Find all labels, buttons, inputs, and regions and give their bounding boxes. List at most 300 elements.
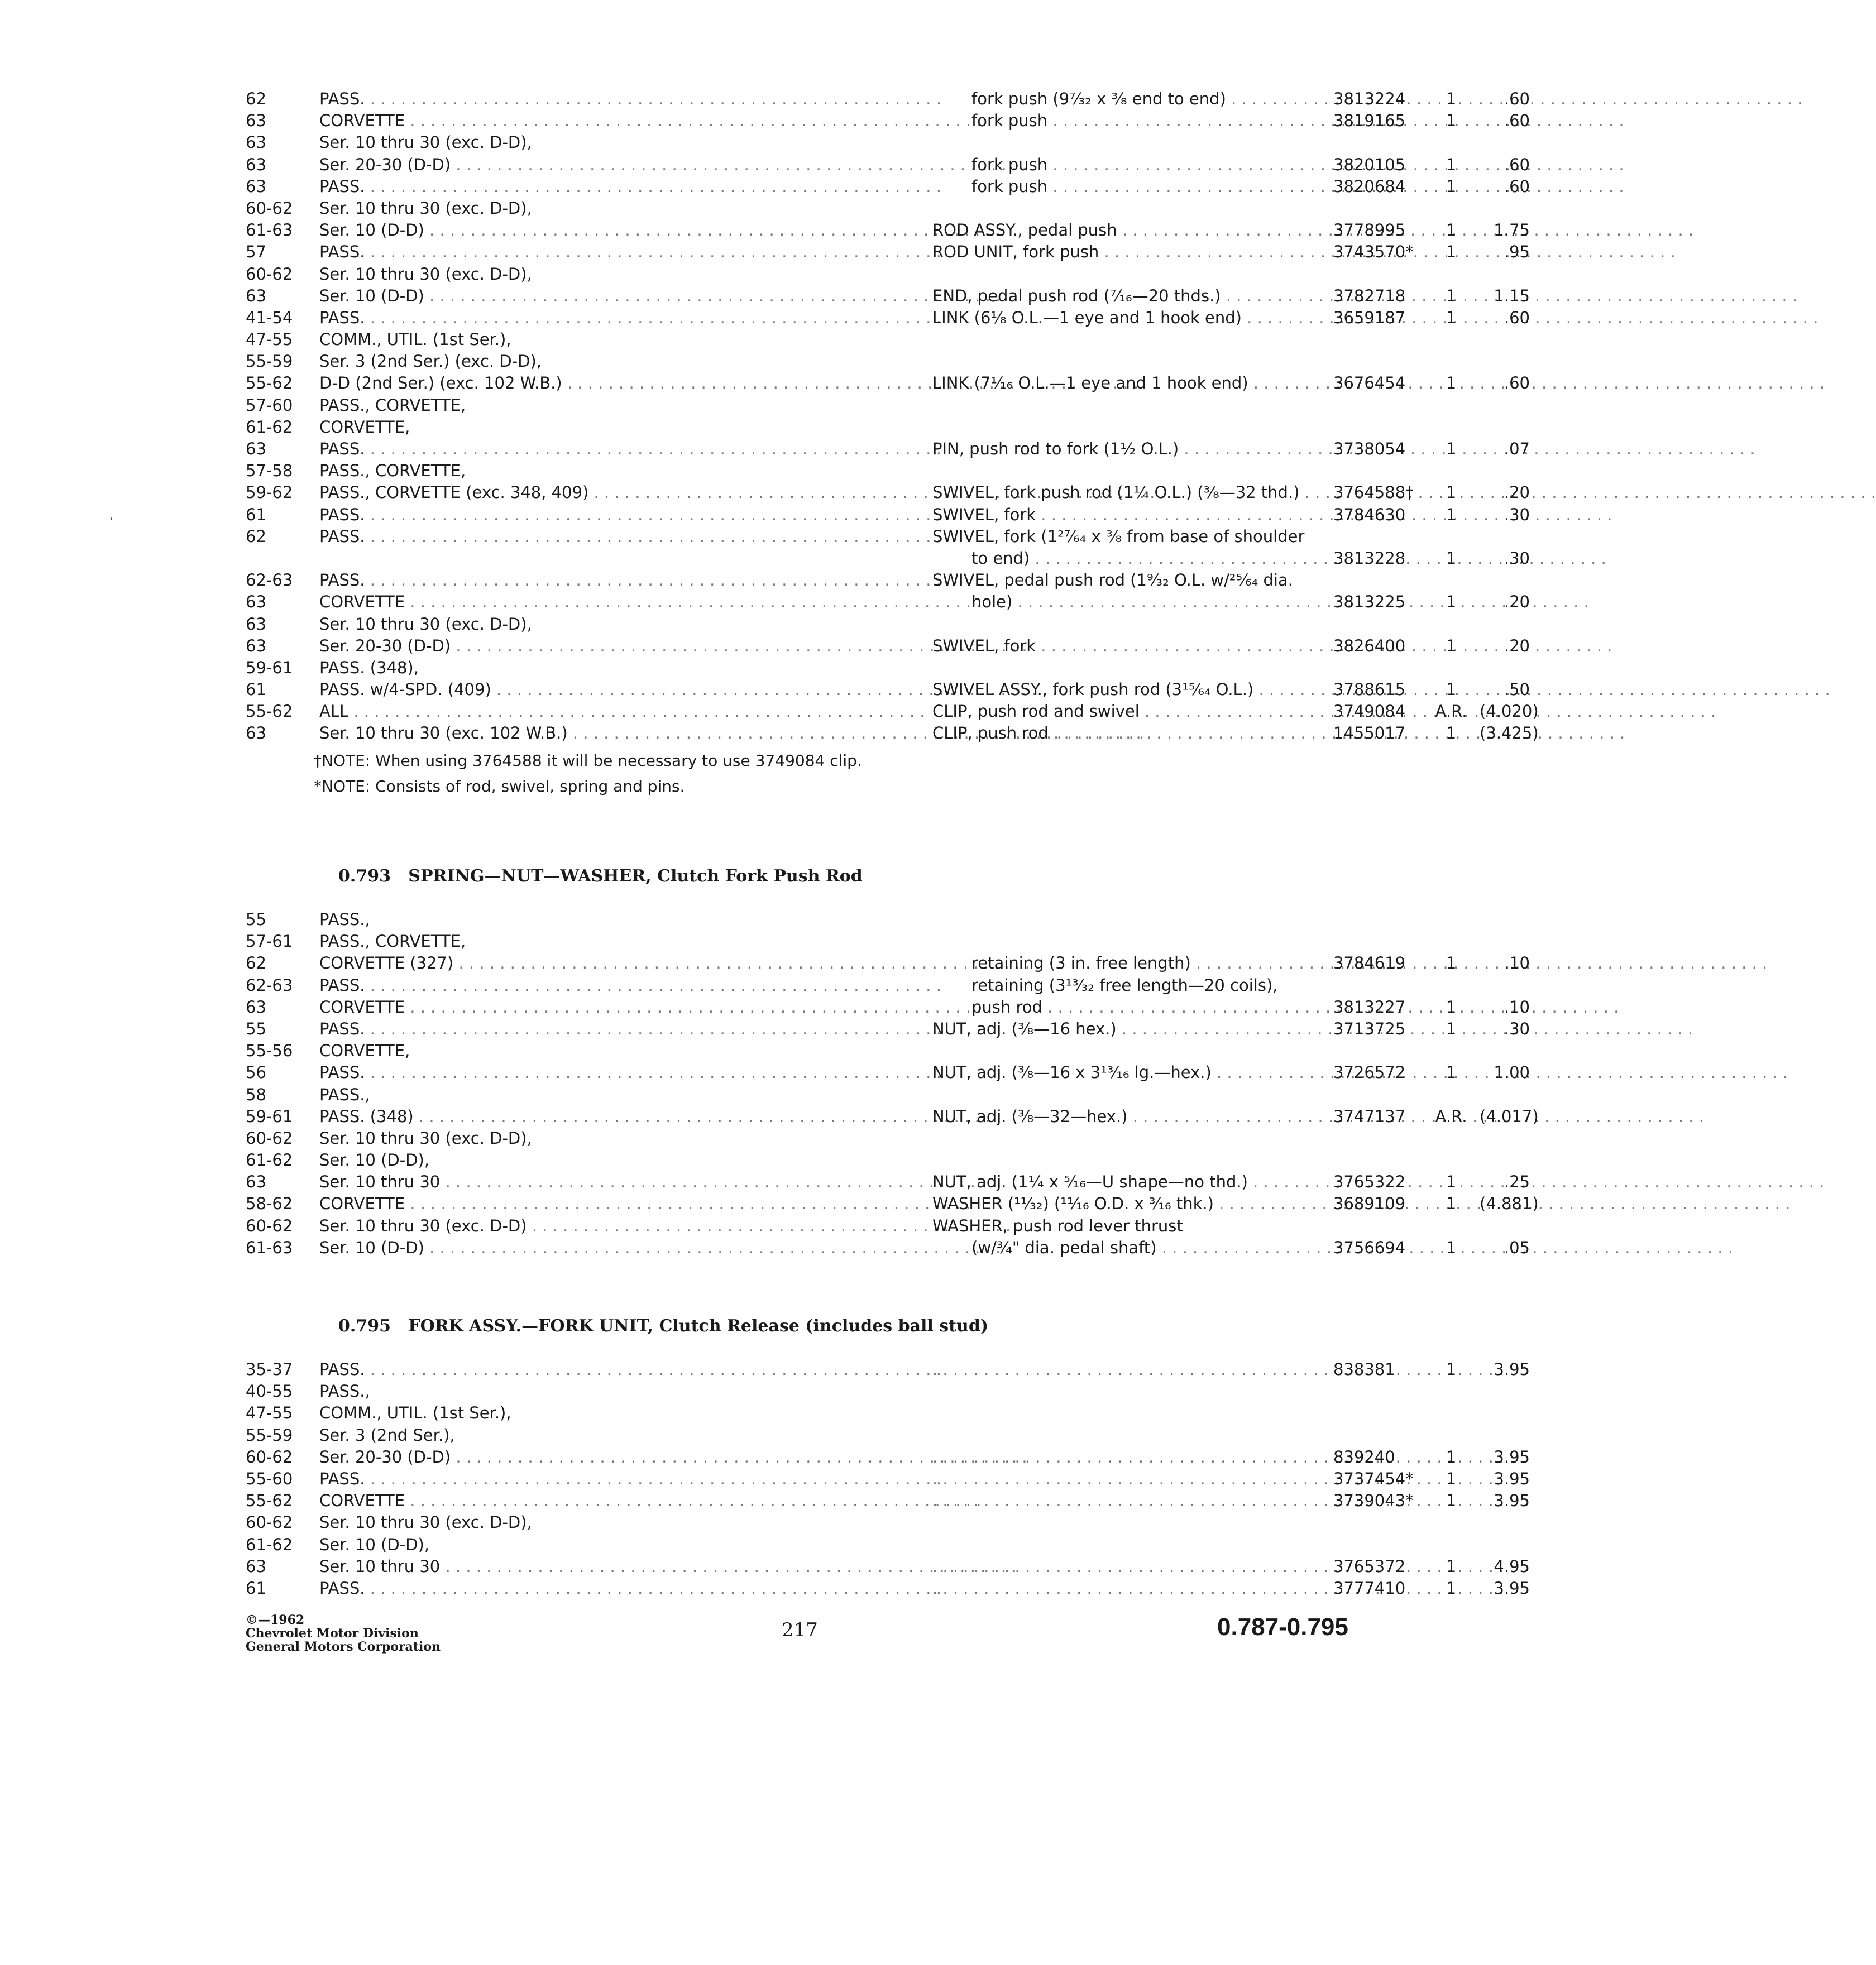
year-range: 61	[246, 1578, 266, 1598]
model-cell	[319, 1063, 900, 1082]
model-text: Ser. 10 (D-D) . . .	[319, 1238, 1001, 1257]
description-cell	[932, 1019, 1318, 1038]
model-cell	[319, 1382, 900, 1401]
group-range: 0.787-0.795	[1217, 1613, 1348, 1641]
model-cell	[319, 89, 900, 108]
description-text: NUT, adj. (⅜—16 x 3¹³⁄₁₆ lg.—hex.) . . .	[932, 1063, 1788, 1082]
model-text: COMM., UTIL. (1st Ser.),	[319, 1403, 511, 1423]
model-text: PASS. . . .	[319, 527, 941, 546]
price: 1.75	[1494, 221, 1530, 240]
description-text: hole) . . .	[972, 592, 1589, 611]
year-range: 63	[246, 155, 266, 174]
price: .20	[1504, 636, 1530, 655]
description-text: END, pedal push rod (⁷⁄₁₆—20 thds.) . . .	[932, 286, 1797, 305]
part-number: 3737454*	[1333, 1469, 1414, 1488]
description-cell	[932, 439, 1318, 458]
model-text: PASS., CORVETTE (exc. 348, 409) . . .	[319, 483, 1165, 502]
model-cell	[319, 330, 900, 349]
description-cell	[932, 308, 1318, 327]
model-cell	[319, 680, 900, 699]
model-cell	[319, 265, 900, 284]
quantity: 1	[1446, 308, 1457, 327]
model-text: PASS.,	[319, 1085, 370, 1104]
margin-mark: ‘	[109, 516, 113, 530]
description-text: WASHER, push rod lever thrust	[932, 1216, 1183, 1235]
description-text: NUT, adj. (⅜—32—hex.) . . .	[932, 1107, 1704, 1126]
model-cell	[319, 133, 900, 152]
model-text: PASS. . . .	[319, 571, 941, 590]
year-range: 62	[246, 89, 266, 108]
quantity: 1	[1446, 483, 1457, 502]
quantity: 1	[1446, 723, 1457, 743]
year-range: 63	[246, 636, 266, 655]
section-number: 0.793	[338, 866, 391, 886]
description-cell	[932, 702, 1318, 721]
model-text: Ser. 10 (D-D),	[319, 1151, 430, 1170]
description-text	[932, 1360, 1504, 1379]
year-range: 56	[246, 1063, 266, 1082]
model-cell	[319, 1426, 900, 1445]
year-range: 58-62	[246, 1194, 293, 1214]
price: 3.95	[1494, 1360, 1530, 1379]
price: (4.017)	[1480, 1106, 1539, 1126]
year-range: 59-62	[246, 483, 293, 502]
description-text	[932, 1448, 1504, 1466]
year-range: 47-55	[246, 1403, 293, 1423]
description-cell	[932, 373, 1318, 392]
description-text: fork push . . .	[972, 155, 1624, 174]
description-cell	[932, 483, 1318, 502]
model-cell	[319, 1513, 900, 1532]
price: .95	[1504, 242, 1530, 262]
model-text: CORVETTE . . .	[319, 1194, 982, 1213]
year-range: 55	[246, 910, 266, 929]
section-number: 0.795	[338, 1316, 391, 1336]
model-cell	[319, 1469, 900, 1488]
model-cell	[319, 418, 900, 437]
quantity: 1	[1446, 111, 1457, 131]
model-text: CORVETTE . . .	[319, 592, 982, 611]
model-text: Ser. 3 (2nd Ser.),	[319, 1425, 455, 1445]
model-cell	[319, 242, 900, 261]
year-range: 60-62	[246, 1513, 293, 1532]
year-range: 55-60	[246, 1469, 293, 1488]
description-cell	[932, 723, 1318, 742]
price: .60	[1504, 176, 1530, 196]
model-cell	[319, 1019, 900, 1038]
description-cell	[972, 976, 1318, 995]
description-text: SWIVEL, fork push rod (1¹⁄₄ O.L.) (³⁄₈—32 thd.) . . .	[932, 483, 1876, 502]
division-name: Chevrolet Motor Division	[246, 1626, 419, 1641]
description-text: SWIVEL ASSY., fork push rod (3¹⁵⁄₆₄ O.L.) . . .	[932, 680, 1830, 699]
description-cell	[972, 177, 1318, 196]
description-text: retaining (3 in. free length) . . .	[972, 953, 1767, 972]
year-range: 55-62	[246, 373, 293, 393]
part-number: 3747137	[1333, 1106, 1406, 1126]
section-title: FORK ASSY.—FORK UNIT, Clutch Release (includes ball stud)	[408, 1316, 989, 1336]
description-text	[932, 1469, 1504, 1488]
model-cell	[319, 658, 900, 677]
part-number: 3813227	[1333, 997, 1406, 1017]
model-cell	[319, 1448, 900, 1466]
year-range: 63	[246, 1556, 266, 1576]
model-text: Ser. 10 thru 30 (exc. 102 W.B.) . . .	[319, 723, 1144, 742]
price: .05	[1504, 1238, 1530, 1257]
footnote-dagger: †NOTE: When using 3764588 it will be necessary to use 3749084 clip.	[314, 751, 862, 770]
part-number: 3765372	[1333, 1556, 1406, 1576]
year-range: 63	[246, 723, 266, 743]
year-range: 55-56	[246, 1041, 293, 1061]
year-range: 55-62	[246, 702, 293, 721]
model-cell	[319, 483, 900, 502]
model-text: Ser. 20-30 (D-D) . . .	[319, 636, 1027, 655]
model-text: Ser. 20-30 (D-D) . . .	[319, 155, 1027, 174]
part-number: 3726572	[1333, 1063, 1406, 1082]
model-cell	[319, 286, 900, 305]
description-text: LINK (6¹⁄₈ O.L.—1 eye and 1 hook end) . . .	[932, 308, 1818, 327]
model-cell	[319, 308, 900, 327]
model-cell	[319, 1238, 900, 1257]
description-text: ROD ASSY., pedal push . . .	[932, 221, 1693, 239]
price: 3.95	[1494, 1578, 1530, 1598]
quantity: 1	[1446, 1238, 1457, 1257]
model-text: COMM., UTIL. (1st Ser.),	[319, 330, 511, 349]
model-cell	[319, 615, 900, 634]
year-range: 57-58	[246, 461, 293, 481]
part-number: 3813225	[1333, 592, 1406, 612]
model-cell	[319, 199, 900, 218]
description-text: LINK (7¹⁄₁₆ O.L.—1 eye and 1 hook end) . . .	[932, 373, 1825, 392]
year-range: 35-37	[246, 1360, 293, 1379]
part-number: 3764588†	[1333, 483, 1414, 502]
description-cell	[972, 1238, 1318, 1257]
description-text: (w/¾" dia. pedal shaft) . . .	[972, 1238, 1733, 1257]
year-range: 63	[246, 614, 266, 634]
description-text: SWIVEL, fork . . .	[932, 505, 1612, 524]
part-number: 3820105	[1333, 155, 1406, 174]
part-number: 3659187	[1333, 308, 1406, 327]
section-heading-0-795	[338, 1316, 988, 1336]
model-text: PASS. . . .	[319, 1579, 941, 1598]
description-text: fork push (9⁷⁄₃₂ x ³⁄₈ end to end) . . .	[972, 89, 1802, 108]
quantity: 1	[1446, 439, 1457, 458]
quantity: 1	[1446, 636, 1457, 655]
model-text: PASS. . . .	[319, 1469, 941, 1488]
description-cell	[972, 155, 1318, 174]
description-text	[932, 1491, 1504, 1510]
model-text: Ser. 3 (2nd Ser.) (exc. D-D),	[319, 352, 542, 371]
year-range: 63	[246, 111, 266, 131]
year-range: 63	[246, 439, 266, 458]
part-number: 3713725	[1333, 1019, 1406, 1038]
description-text: WASHER (¹¹⁄₃₂) (¹¹⁄₁₆ O.D. x ³⁄₁₆ thk.) . . .	[932, 1194, 1790, 1213]
model-text: Ser. 10 (D-D) . . .	[319, 221, 1001, 239]
year-range: 63	[246, 133, 266, 152]
model-text: PASS. . . .	[319, 1063, 941, 1082]
model-text: PASS. (348),	[319, 658, 419, 677]
description-text: SWIVEL, pedal push rod (1⁹⁄₃₂ O.L. w/²⁵⁄₆₄ dia.	[932, 571, 1293, 590]
year-range: 62	[246, 953, 266, 973]
year-range: 60-62	[246, 1447, 293, 1466]
description-cell	[932, 286, 1318, 305]
section-title: SPRING—NUT—WASHER, Clutch Fork Push Rod	[408, 866, 863, 886]
model-text: PASS., CORVETTE,	[319, 932, 466, 951]
model-text: Ser. 10 thru 30 (exc. D-D),	[319, 264, 532, 284]
quantity: 1	[1446, 176, 1457, 196]
model-text: PASS., CORVETTE,	[319, 395, 466, 415]
description-cell	[932, 636, 1318, 655]
model-cell	[319, 505, 900, 524]
description-cell	[932, 1172, 1318, 1191]
price: .30	[1504, 505, 1530, 524]
price: (4.020)	[1480, 702, 1539, 721]
quantity: 1	[1446, 1491, 1457, 1511]
price: .20	[1504, 592, 1530, 612]
quantity: 1	[1446, 1469, 1457, 1488]
year-range: 57-60	[246, 395, 293, 415]
year-range: 61-62	[246, 1151, 293, 1170]
year-range: 61-62	[246, 1535, 293, 1554]
year-range: 58	[246, 1085, 266, 1104]
model-cell	[319, 221, 900, 239]
quantity: 1	[1446, 592, 1457, 612]
year-range: 62-63	[246, 975, 293, 995]
description-cell	[972, 89, 1318, 108]
model-cell	[319, 702, 900, 721]
model-cell	[319, 1194, 900, 1213]
description-cell	[932, 527, 1318, 546]
part-number: 3743570*	[1333, 242, 1414, 262]
model-cell	[319, 1579, 900, 1598]
model-text: PASS. . . .	[319, 505, 941, 524]
model-cell	[319, 1403, 900, 1422]
model-cell	[319, 373, 900, 392]
price: .60	[1504, 155, 1530, 174]
description-text: NUT, adj. (1¹⁄₄ x ⁵⁄₁₆—U shape—no thd.) . . .	[932, 1172, 1824, 1191]
quantity: 1	[1446, 1194, 1457, 1214]
year-range: 63	[246, 286, 266, 305]
model-cell	[319, 461, 900, 480]
year-range: 61	[246, 505, 266, 524]
part-number: 3784630	[1333, 505, 1406, 524]
price: .25	[1504, 1172, 1530, 1192]
model-cell	[319, 1360, 900, 1379]
year-range: 61-63	[246, 1238, 293, 1257]
price: 4.95	[1494, 1556, 1530, 1576]
model-text: Ser. 10 (D-D) . . .	[319, 286, 1001, 305]
copyright: ©—1962	[246, 1613, 305, 1627]
model-cell	[319, 1172, 900, 1191]
part-number: 3749084	[1333, 702, 1406, 721]
price: .20	[1504, 483, 1530, 502]
description-cell	[932, 242, 1318, 261]
model-text: Ser. 10 thru 30 (exc. D-D),	[319, 614, 532, 634]
part-number: 1455017	[1333, 723, 1406, 743]
model-cell	[319, 910, 900, 929]
description-cell	[972, 953, 1318, 972]
year-range: 41-54	[246, 308, 293, 327]
model-cell	[319, 1216, 900, 1235]
description-cell	[932, 1557, 1318, 1576]
year-range: 59-61	[246, 1106, 293, 1126]
model-text: PASS. . . .	[319, 1019, 941, 1038]
description-cell	[932, 1216, 1318, 1235]
year-range: 63	[246, 592, 266, 612]
price: .60	[1504, 89, 1530, 108]
description-cell	[932, 1469, 1318, 1488]
model-cell	[319, 1535, 900, 1554]
year-range: 55-62	[246, 1491, 293, 1511]
model-cell	[319, 111, 900, 130]
year-range: 63	[246, 176, 266, 196]
price: .60	[1504, 111, 1530, 131]
quantity: 1	[1446, 680, 1457, 699]
model-cell	[319, 527, 900, 546]
model-text: PASS.,	[319, 910, 370, 929]
quantity: 1	[1446, 89, 1457, 108]
year-range: 63	[246, 997, 266, 1017]
model-text: Ser. 20-30 (D-D) . . .	[319, 1448, 1027, 1466]
part-number: 3813224	[1333, 89, 1406, 108]
model-text: Ser. 10 thru 30 (exc. D-D) . . .	[319, 1216, 1103, 1235]
model-text: CORVETTE . . .	[319, 111, 982, 130]
price: 1.15	[1494, 286, 1530, 305]
description-cell	[932, 680, 1318, 699]
year-range: 61-62	[246, 417, 293, 437]
model-text: Ser. 10 thru 30 (exc. D-D),	[319, 133, 532, 152]
description-text: SWIVEL, fork . . .	[932, 636, 1612, 655]
price: .30	[1504, 548, 1530, 568]
model-text: Ser. 10 thru 30 (exc. D-D),	[319, 198, 532, 218]
price: (4.881)	[1480, 1194, 1539, 1214]
section-heading-0-793	[338, 866, 863, 886]
description-text: retaining (3¹³⁄₃₂ free length—20 coils),	[972, 975, 1278, 995]
model-cell	[319, 592, 900, 611]
description-cell	[972, 592, 1318, 611]
model-text: PASS. . . .	[319, 242, 941, 261]
model-cell	[319, 723, 900, 742]
model-text: PASS. . . .	[319, 976, 941, 995]
price: .60	[1504, 373, 1530, 393]
model-cell	[319, 396, 900, 415]
description-cell	[972, 111, 1318, 130]
year-range: 63	[246, 1172, 266, 1192]
page-number: 217	[782, 1619, 818, 1641]
part-number: 3784619	[1333, 953, 1406, 973]
description-text: ROD UNIT, fork push . . .	[932, 242, 1676, 261]
model-text: Ser. 10 thru 30 . . .	[319, 1557, 1017, 1576]
description-text	[932, 1579, 1504, 1598]
price: .50	[1504, 680, 1530, 699]
description-text: SWIVEL, fork (1²⁷⁄₆₄ x ³⁄₈ from base of shoulder	[932, 526, 1305, 546]
part-number: 838381	[1333, 1360, 1395, 1379]
year-range: 60-62	[246, 1216, 293, 1235]
model-cell	[319, 1107, 900, 1126]
description-cell	[932, 221, 1318, 239]
price: .30	[1504, 1019, 1530, 1038]
part-number: 3820684	[1333, 176, 1406, 196]
price: 1.00	[1494, 1063, 1530, 1082]
year-range: 55-59	[246, 1425, 293, 1445]
description-cell	[932, 1448, 1318, 1466]
quantity: 1	[1446, 1447, 1457, 1466]
model-text: CORVETTE . . .	[319, 1491, 982, 1510]
part-number: 839240	[1333, 1447, 1395, 1466]
description-text: CLIP, push rod and swivel . . .	[932, 702, 1716, 721]
part-number: 3689109	[1333, 1194, 1406, 1214]
description-cell	[932, 1491, 1318, 1510]
quantity: 1	[1446, 221, 1457, 240]
description-text	[932, 1557, 1504, 1576]
model-cell	[319, 571, 900, 590]
model-cell	[319, 177, 900, 196]
year-range: 60-62	[246, 1128, 293, 1148]
part-number: 3739043*	[1333, 1491, 1414, 1511]
model-text: PASS. . . .	[319, 89, 941, 108]
year-range: 47-55	[246, 330, 293, 349]
description-cell	[932, 1579, 1318, 1598]
model-text: ALL . . .	[319, 702, 925, 721]
part-number: 3788615	[1333, 680, 1406, 699]
quantity: 1	[1446, 286, 1457, 305]
part-number: 3826400	[1333, 636, 1406, 655]
model-text: D-D (2nd Ser.) (exc. 102 W.B.) . . .	[319, 373, 1138, 392]
description-text: NUT, adj. (³⁄₈—16 hex.) . . .	[932, 1019, 1693, 1038]
quantity: 1	[1446, 997, 1457, 1017]
price: .10	[1504, 997, 1530, 1017]
description-text: PIN, push rod to fork (1¹⁄₂ O.L.) . . .	[932, 439, 1755, 458]
model-cell	[319, 953, 900, 972]
part-number: 3819165	[1333, 111, 1406, 131]
model-cell	[319, 998, 900, 1017]
year-range: 61	[246, 680, 266, 699]
quantity: 1	[1446, 1172, 1457, 1192]
model-text: PASS.,	[319, 1382, 370, 1401]
price: (3.425)	[1480, 723, 1539, 743]
model-text: CORVETTE (327) . . .	[319, 953, 1030, 972]
description-cell	[972, 549, 1318, 568]
quantity: 1	[1446, 1556, 1457, 1576]
quantity: A.R.	[1435, 702, 1467, 721]
model-cell	[319, 352, 900, 371]
price: 3.95	[1494, 1469, 1530, 1488]
price: .10	[1504, 953, 1530, 973]
price: 3.95	[1494, 1491, 1530, 1511]
quantity: A.R.	[1435, 1106, 1467, 1126]
part-number: 3813228	[1333, 548, 1406, 568]
part-number: 3782718	[1333, 286, 1406, 305]
quantity: 1	[1446, 505, 1457, 524]
description-cell	[932, 1360, 1318, 1379]
model-text: Ser. 10 (D-D),	[319, 1535, 430, 1554]
quantity: 1	[1446, 1578, 1457, 1598]
year-range: 59-61	[246, 658, 293, 677]
model-text: PASS., CORVETTE,	[319, 461, 466, 481]
description-text: push rod . . .	[972, 998, 1619, 1017]
description-cell	[932, 1063, 1318, 1082]
quantity: 1	[1446, 373, 1457, 393]
year-range: 62-63	[246, 571, 293, 590]
year-range: 60-62	[246, 198, 293, 218]
part-number: 3756694	[1333, 1238, 1406, 1257]
year-range: 60-62	[246, 264, 293, 284]
model-cell	[319, 1151, 900, 1170]
description-text: to end) . . .	[972, 549, 1606, 568]
part-number: 3765322	[1333, 1172, 1406, 1192]
year-range: 57	[246, 242, 266, 262]
model-text: Ser. 10 thru 30 . . .	[319, 1172, 1017, 1191]
part-number: 3778995	[1333, 221, 1406, 240]
